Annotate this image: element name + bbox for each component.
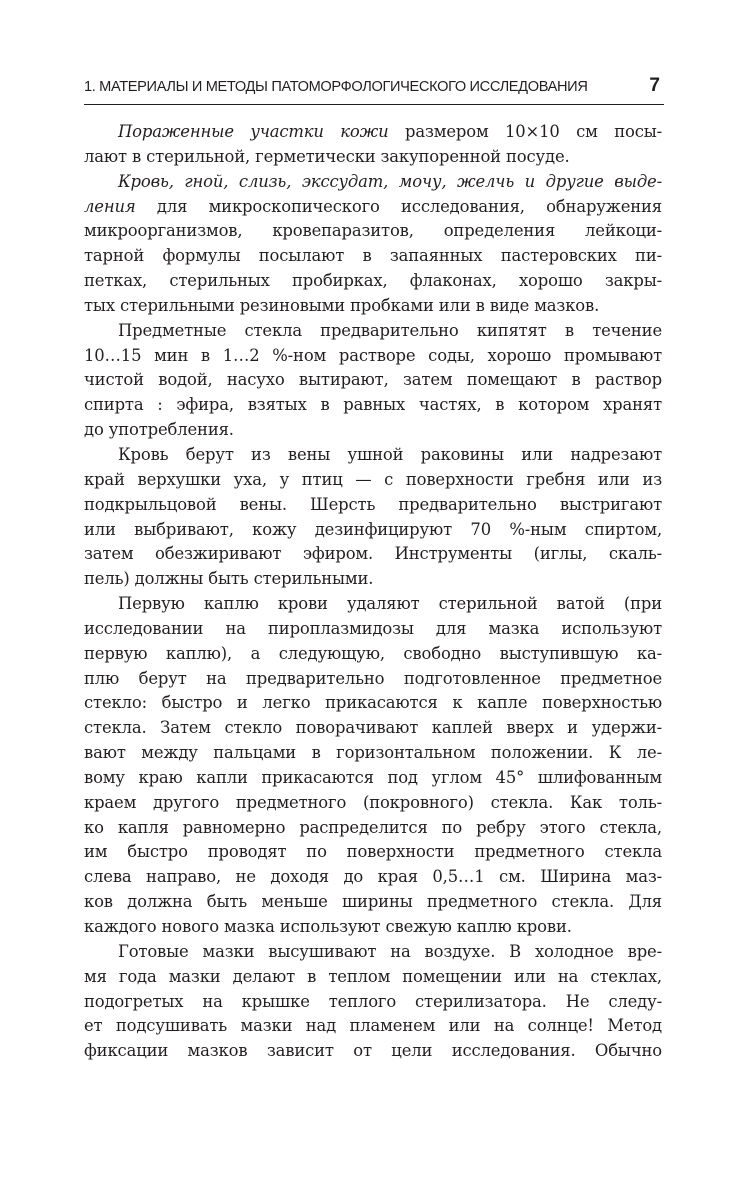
text-line: вому краю капли прикасаются под углом 45° шлифованным: [84, 767, 662, 787]
text-line: затем обезжиривают эфиром. Инструменты (иглы, скаль-: [84, 544, 662, 564]
text-line: Пораженные участки кожи размером 10×10 см посы-: [118, 122, 662, 141]
text-line: фиксации мазков зависит от цели исследования. Обычно: [84, 1041, 662, 1061]
italic-term: ления: [84, 196, 136, 216]
text-line: Готовые мазки высушивают на воздухе. В холодное вре-: [118, 941, 662, 961]
text-line: край верхушки уха, у птиц — с поверхности гребня или из: [84, 469, 662, 489]
running-header-title: 1. МАТЕРИАЛЫ И МЕТОДЫ ПАТОМОРФОЛОГИЧЕСКОГО ИССЛЕДОВАНИЯ: [84, 79, 588, 95]
paragraph-1: [84, 120, 662, 170]
text-line: им быстро проводят по поверхности предметного стекла: [84, 842, 662, 862]
text-line: пель) должны быть стерильными.: [84, 569, 374, 589]
paragraph-3: [84, 319, 662, 443]
text-line: чистой водой, насухо вытирают, затем помещают в раствор: [84, 370, 662, 390]
text-line: 10…15 мин в 1…2 %-ном растворе соды, хорошо промывают: [84, 345, 662, 365]
italic-term: Кровь, гной, слизь, экссудат, мочу, желчь и другие выде-: [118, 171, 662, 191]
text-line: ков должна быть меньше ширины предметного стекла. Для: [84, 892, 662, 912]
text-line: стекла. Затем стекло поворачивают каплей вверх и удержи-: [84, 718, 662, 738]
text-line: слева направо, не доходя до края 0,5…1 см. Ширина маз-: [84, 867, 662, 887]
text-line: подогретых на крышке теплого стерилизатора. Не следу-: [84, 991, 662, 1011]
text-line: или выбривают, кожу дезинфицируют 70 %-ным спиртом,: [84, 519, 662, 539]
body-text: [84, 120, 662, 1064]
text-line: стекло: быстро и легко прикасаются к капле поверхностью: [84, 693, 662, 713]
text-line: петках, стерильных пробирках, флаконах, хорошо закры-: [84, 271, 662, 291]
text-line: ко капля равномерно распределится по ребру этого стекла,: [84, 817, 662, 837]
paragraph-4: [84, 443, 662, 592]
text-line: мя года мазки делают в теплом помещении или на стеклах,: [84, 966, 662, 986]
text-line: подкрыльцовой вены. Шерсть предварительно выстригают: [84, 494, 662, 514]
text-line: Кровь берут из вены ушной раковины или надрезают: [118, 444, 662, 464]
text-line: до употребления.: [84, 420, 234, 440]
text-line: исследовании на пироплазмидозы для мазка используют: [84, 618, 662, 638]
text-line: тарной формулы посылают в запаянных пастеровских пи-: [84, 246, 662, 266]
text-line: ет подсушивать мазки над пламенем или на солнце! Метод: [84, 1016, 662, 1036]
text-line: Первую каплю крови удаляют стерильной ватой (при: [118, 594, 662, 614]
text-line: каждого нового мазка используют свежую каплю крови.: [84, 917, 572, 936]
paragraph-5: [84, 592, 662, 940]
text-line: первую каплю), а следующую, свободно выступившую ка-: [84, 643, 662, 663]
paragraph-6: [84, 940, 662, 1064]
header-rule: [84, 104, 664, 105]
text-line: лают в стерильной, герметически закупоренной посуде.: [84, 146, 570, 166]
text-line: вают между пальцами в горизонтальном положении. К ле-: [84, 743, 662, 763]
text-line: краем другого предметного (покровного) стекла. Как толь-: [84, 792, 662, 812]
text-line: микроорганизмов, кровепаразитов, определения лейкоци-: [84, 221, 662, 241]
running-header: [84, 76, 664, 98]
text-line: спирта : эфира, взятых в равных частях, в котором хранят: [84, 395, 662, 415]
paragraph-2: [84, 170, 662, 319]
text-line: ления для микроскопического исследования, обнаружения: [84, 196, 662, 216]
text-line: [84, 170, 662, 195]
page-number: 7: [649, 75, 660, 96]
text-line: плю берут на предварительно подготовленное предметное: [84, 668, 662, 688]
text-line: Предметные стекла предварительно кипятят в течение: [118, 320, 662, 340]
text-line: тых стерильными резиновыми пробками или в виде мазков.: [84, 295, 600, 315]
italic-term: Пораженные участки кожи: [118, 122, 389, 141]
